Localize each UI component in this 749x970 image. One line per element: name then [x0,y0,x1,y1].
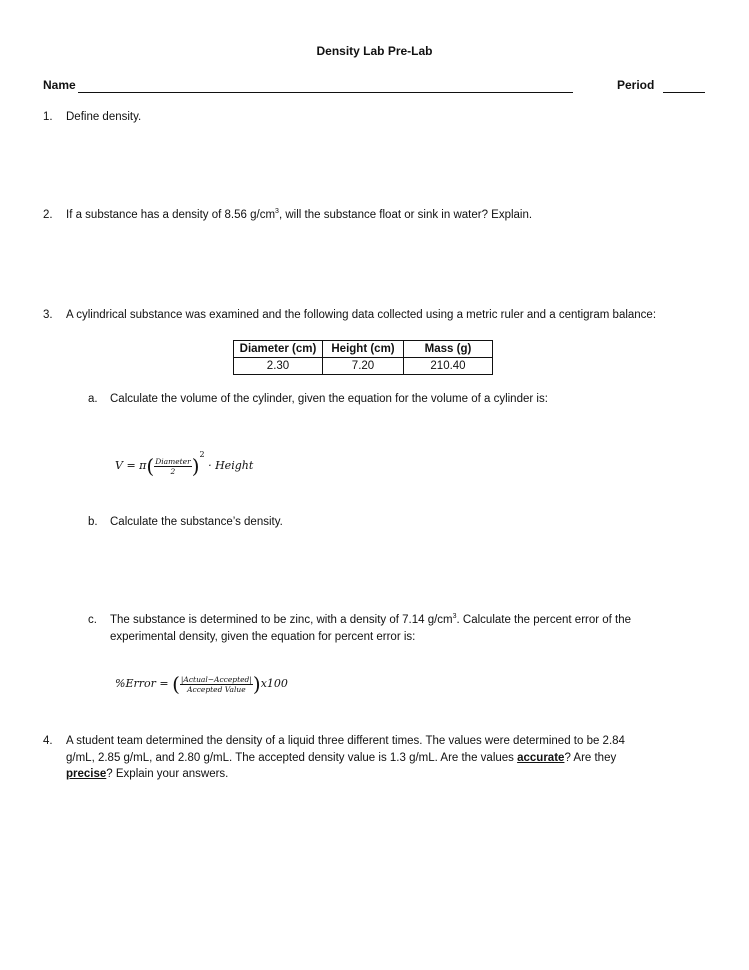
question-4-number: 4. [43,735,53,747]
question-4-line1: A student team determined the density of a liquid three different times. The values were determined to be 2.84 [66,735,625,747]
volume-equation-numerator: Diameter [155,456,191,466]
volume-equation: V = π( $\frac{\text{Diameter}}{2}$ )$^2$ · Height [115,450,254,478]
question-2-superscript: 3 [275,208,279,216]
question-3c-text [110,612,710,645]
percent-error-lhs: %Error = [115,677,169,690]
question-1-text: Define density. [66,111,142,123]
question-1-number: 1. [43,111,53,123]
question-3a-label: a. [88,393,98,405]
table-cell-diameter: 2.30 [234,358,323,375]
question-3-number: 3. [43,309,53,321]
question-4-line2: g/mL, 2.85 g/mL, and 2.80 g/mL. The accepted density value is 1.3 g/mL. Are the values [66,751,514,764]
question-3c-line1-after: . Calculate the percent error of the [456,614,632,626]
volume-equation-rhs: · Height [208,459,254,472]
volume-equation-denominator: 2 [170,466,176,476]
table-header-row [234,341,493,358]
table-header-height: Height (cm) [323,341,404,358]
percent-error-numerator: |Actual−Accepted| [180,674,252,684]
measurement-table [233,340,493,375]
question-3c-line2: experimental density, given the equation for percent error is: [110,630,416,643]
question-3b-text: Calculate the substance’s density. [110,516,283,528]
question-3b-label: b. [88,516,98,528]
period-blank-line[interactable] [663,92,705,93]
question-4-line3-after: ? Explain your answers. [106,768,229,780]
name-label: Name [43,78,76,92]
percent-error-rhs: x100 [260,677,288,690]
percent-error-equation: %Error = ( $\frac{\text{|Actual−Accepted|}}{\text{Accepted Value}}$ )x100 [115,672,288,696]
table-row [234,358,493,375]
question-3a-text: Calculate the volume of the cylinder, given the equation for the volume of a cylinder is: [110,393,548,405]
table-header-diameter: Diameter (cm) [234,341,323,358]
question-2-text-after: , will the substance float or sink in water? Explain. [278,209,533,221]
question-3c-line1-before: The substance is determined to be zinc, with a density of 7.14 g/cm [110,614,453,626]
page-title: Density Lab Pre-Lab [316,44,433,58]
question-2-text [66,209,532,221]
question-3c-label: c. [88,614,97,626]
question-4-line2-after: ? Are they [564,751,617,764]
volume-equation-lhs: V = π [115,459,147,472]
volume-equation-fraction [154,457,191,476]
word-precise: precise [66,768,107,780]
question-4-text [66,733,706,783]
name-blank-line[interactable] [78,92,573,93]
table-header-mass: Mass (g) [404,341,493,358]
percent-error-fraction [180,675,253,694]
question-3-text: A cylindrical substance was examined and the following data collected using a metric ruler and a centigram balance: [66,309,657,321]
period-label: Period [617,78,655,92]
percent-error-denominator: Accepted Value [187,684,246,694]
table-cell-height: 7.20 [323,358,404,375]
question-3c-superscript: 3 [452,613,457,621]
table-cell-mass: 210.40 [404,358,493,375]
word-accurate: accurate [517,751,565,764]
question-2-number: 2. [43,209,53,221]
volume-equation-exponent: 2 [199,450,205,459]
question-2-text-before: If a substance has a density of 8.56 g/cm [66,209,276,221]
